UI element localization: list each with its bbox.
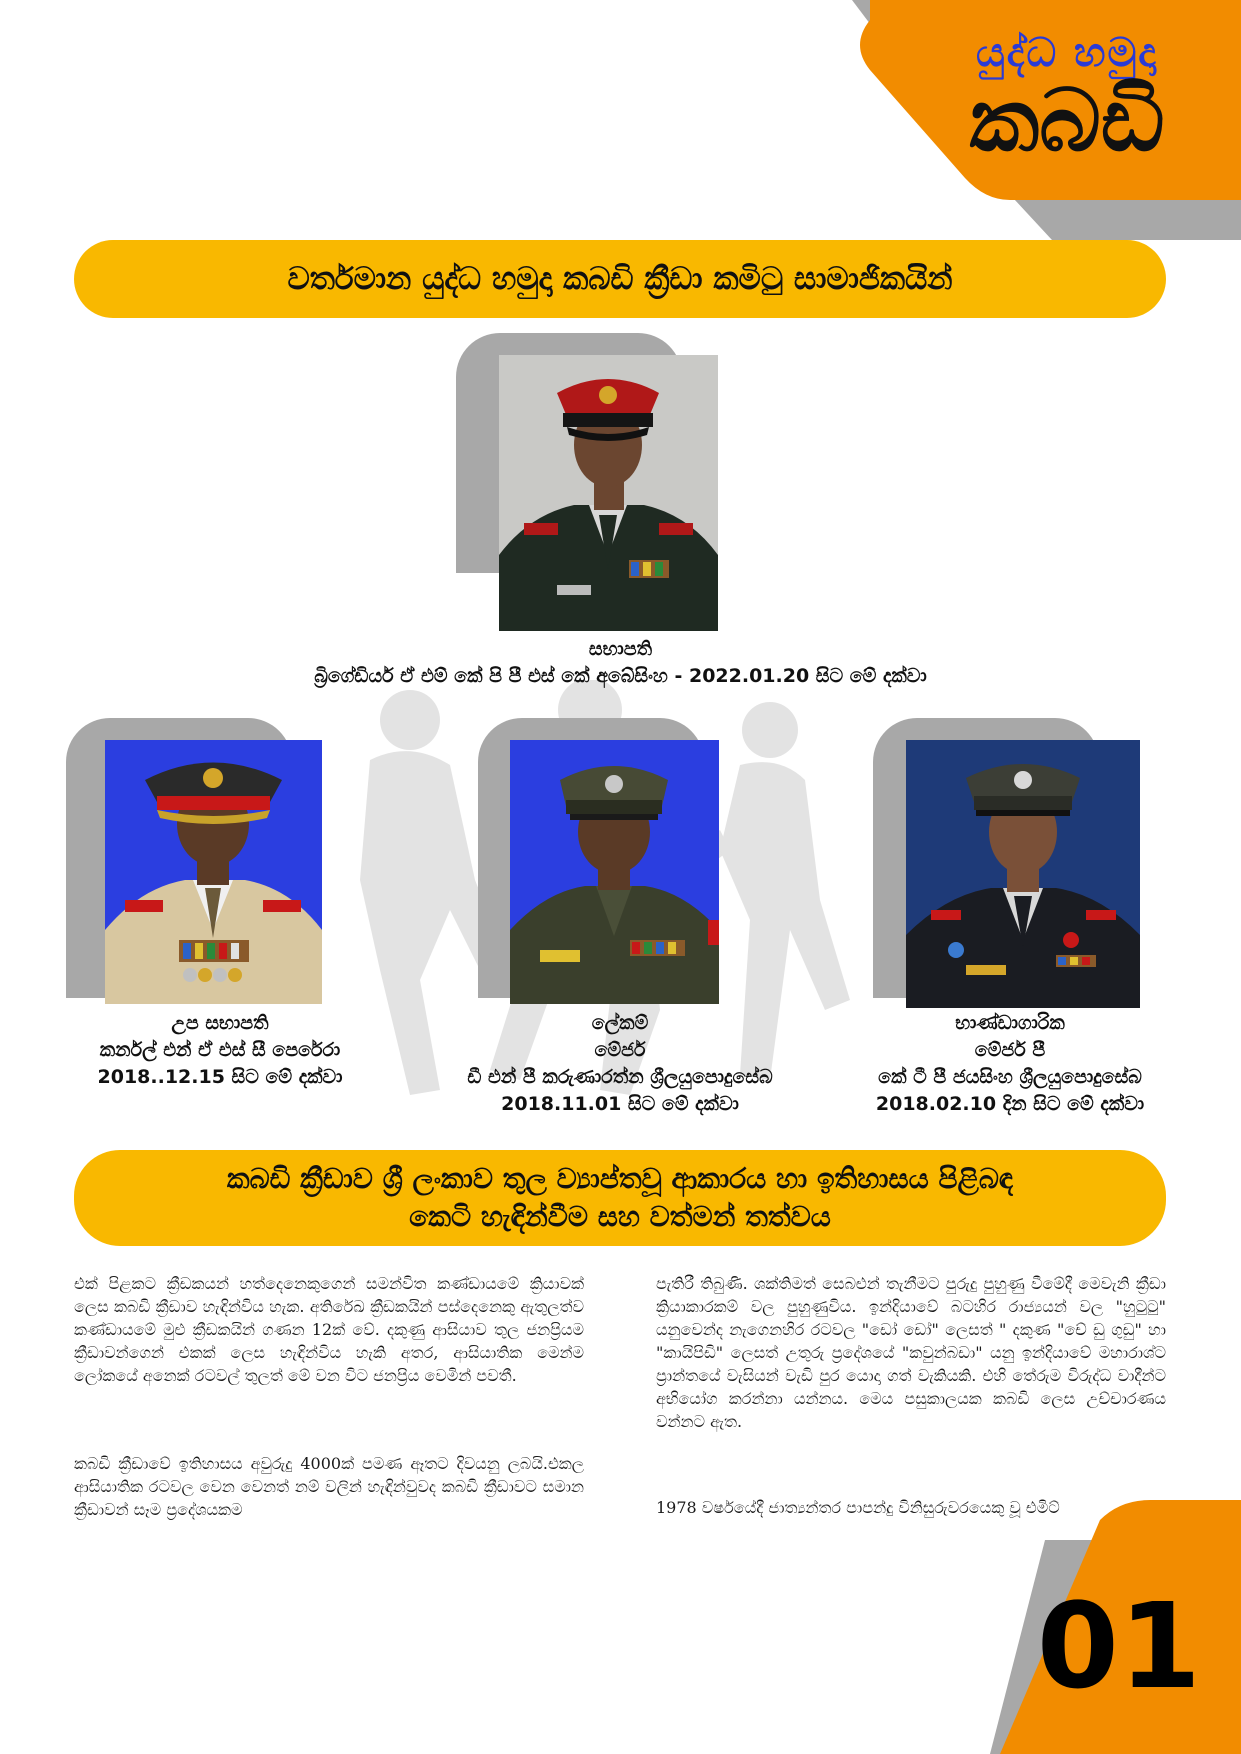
brand-title: කබඩි xyxy=(969,71,1165,171)
brand-subtitle: යුද්ධ හමුදා xyxy=(975,30,1159,76)
chairman-name-line: බ්‍රිගේඩියර් ඒ එම් කේ පි පී එස් කේ අබේසිංහ - 2022.01.20 සිට මේ දක්වා xyxy=(314,665,927,687)
vice-chairman-name: කර්නල් එන් ඒ එස් සී පෙරේරා xyxy=(99,1039,341,1061)
portrait-treasurer xyxy=(906,740,1140,1008)
body-left-paragraph-1: එක් පිළකට ක්‍රීඩකයන් හත්දෙනෙකුගෙන් සමන්විත කණ්ඩායමේ ක්‍රියාවක් ලෙස කබඩි ක්‍රීඩාව හැඳින්විය හැක. අතිරේඛ ක්‍රීඩකයින් පස්දෙනෙකු ඇතුලත්ව කණ්ඩායමේ මුළු ක්‍රීඩකයින් ගණන 12ක් වේ. දකුණු ආසියාව තුල ජනප්‍රියම ක්‍රීඩාවන්ගෙන් එකක් ලෙස හැඳින්විය හැකි අතර, ආසියාතික මෙන්ම ලෝකයේ අනෙක් රටවල් තුලත් මේ වන විට ජනප්‍රිය වෙමින් පවතී. xyxy=(74,1274,584,1385)
body-left-paragraph-2: කබඩි ක්‍රීඩාවේ ඉතිහාසය අවුරුදු 4000ක් පමණ ඈතට දිවයනු ලබයි.එකල ආසියාතික රටවල වෙන වෙනත් නම් වලින් හැඳින්වුවද කබඩි ක්‍රීඩාවට සමාන ක්‍රීඩාවන් සෑම ප්‍රදේශයකම xyxy=(74,1454,584,1519)
brand-logo xyxy=(937,30,1197,171)
banner2-line2: කෙටි හැඳින්වීම සහ වත්මන් තත්වය xyxy=(409,1200,831,1233)
caption-chairman xyxy=(200,636,1041,690)
secretary-role: ලේකම් xyxy=(591,1012,649,1034)
section-banner-committee: වර්තමාන යුද්ධ හමුදා කබඩි ක්‍රීඩා කමිටු සාමාජිකයින් xyxy=(74,240,1166,318)
chairman-role: සභාපති xyxy=(588,638,653,660)
banner2-line1: කබඩි ක්‍රීඩාව ශ්‍රී ලංකාව තුල ව්‍යාප්තවූ ආකාරය හා ඉතිහාසය පිළිබඳ xyxy=(226,1162,1014,1195)
caption-treasurer xyxy=(830,1010,1190,1118)
portrait-secretary xyxy=(510,740,719,1004)
portrait-chairman xyxy=(499,355,718,631)
body-right-paragraph-2: 1978 වර්ෂයේදී ජාත්‍යන්තර පාපන්දු විනිසුරුවරයෙකු වූ එමිට් xyxy=(656,1498,1060,1517)
vice-chairman-role: උප සභාපති xyxy=(171,1012,269,1034)
caption-vice-chairman xyxy=(40,1010,400,1091)
caption-secretary xyxy=(430,1010,810,1118)
secretary-since: 2018.11.01 සිට මේ දක්වා xyxy=(501,1093,739,1115)
page-number: 01 xyxy=(1036,1577,1201,1715)
treasurer-role: භාණ්ඩාගාරික xyxy=(955,1012,1065,1034)
section-banner-history xyxy=(74,1150,1166,1246)
treasurer-since: 2018.02.10 දින සිට මේ දක්වා xyxy=(875,1093,1145,1115)
portrait-vice-chairman xyxy=(105,740,322,1004)
body-right-paragraph-1: පැතිරී තිබුණි. ශක්තිමත් සෙබළුන් තැනීමට පුරුදු පුහුණු වීමේදී මෙවැනි ක්‍රීඩා ක්‍රියාකාරකම් වල පුහුණුවිය. ඉන්දියාවේ බටහිර රාජ්‍යයන් වල "හුටුටු" යනුවෙන්ද නැගෙනහිර රටවල "ඩෝ ඩෝ" ලෙසත් " දකුණ "චේ ඩු ගුඩු" හා "කායිපිඩි" ලෙසත් උතුරු ප්‍රදේශයේ "කවුන්බඩා" යනු ඉන්දියාවේ මහාරාශ්ට ප්‍රාන්තයේ වැසියන් වැඩි පුර යොදා ගත් වැකියකි. එහි තේරුම විරුද්ධ වාදීන්ට අභියෝග කරන්නා යන්නය. මෙය පසුකාලයක කබඩි ලෙස උච්චාරණය වන්නට ඇත. xyxy=(656,1274,1166,1431)
vice-chairman-since: 2018..12.15 සිට මේ දක්වා xyxy=(97,1066,343,1088)
secretary-rank: මේජර් xyxy=(594,1039,646,1061)
treasurer-rank: මේජර් පී xyxy=(974,1039,1046,1061)
secretary-name: ඩී එන් පී කරුණාරත්න ශ්‍රීලයුපොදුසේබ xyxy=(467,1066,773,1088)
treasurer-name: කේ ටී පී ජයසිංහ ශ්‍රීලයුපොදුසේබ xyxy=(878,1066,1142,1088)
